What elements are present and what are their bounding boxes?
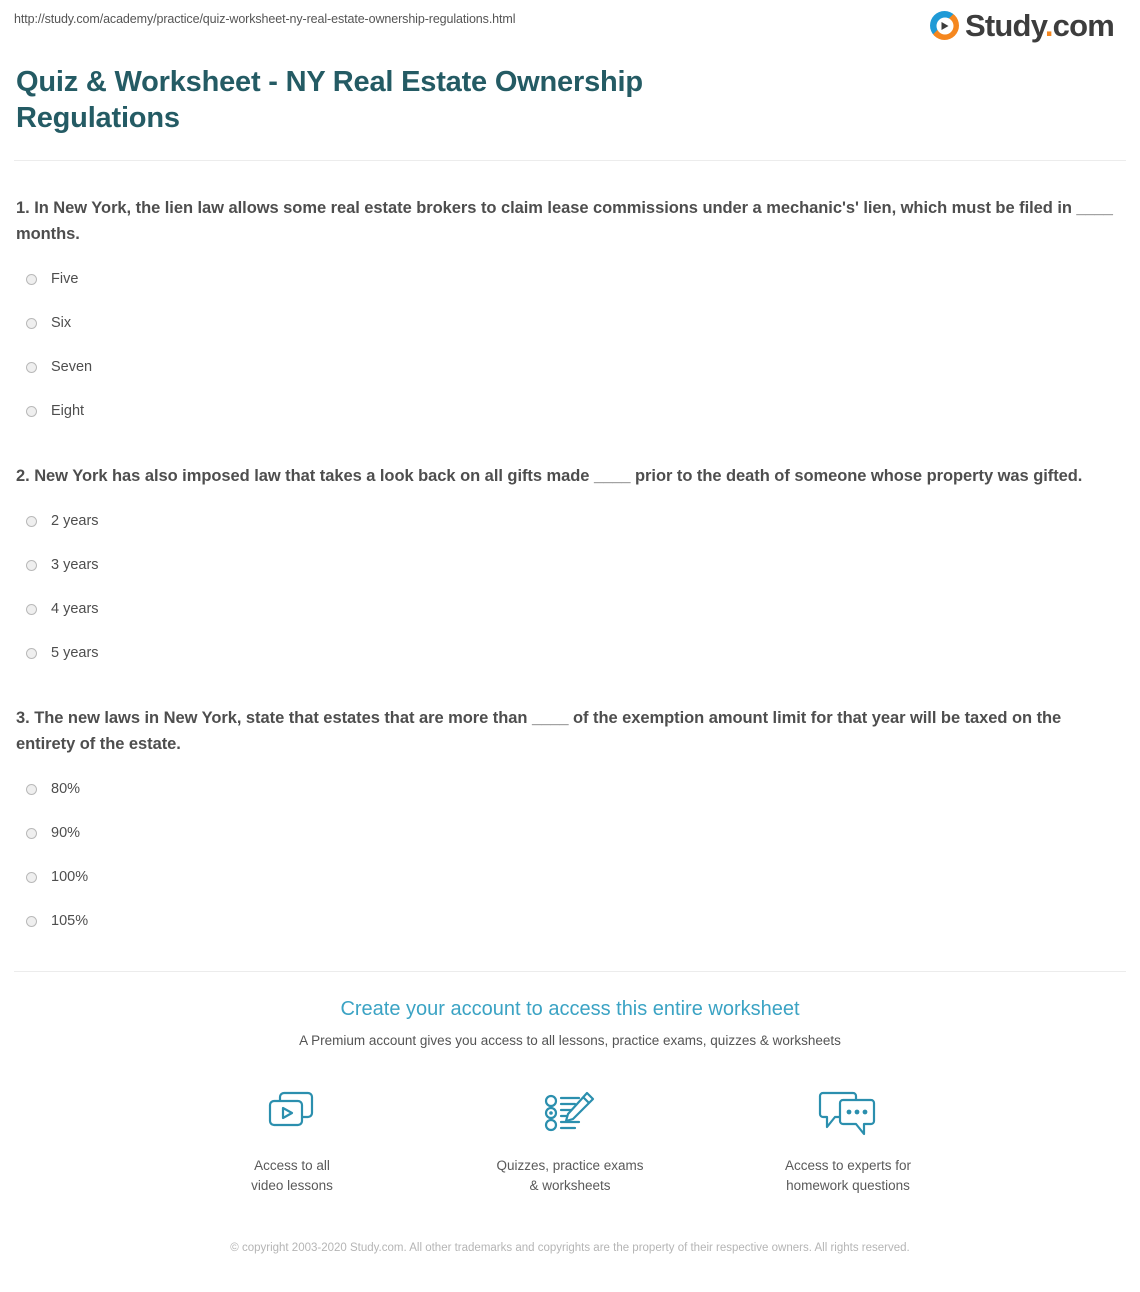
option-row[interactable] xyxy=(14,587,1126,631)
feature-item xyxy=(465,1084,675,1196)
title-divider xyxy=(14,160,1126,161)
brand-wordmark xyxy=(965,10,1114,41)
option-row[interactable] xyxy=(14,345,1126,389)
cta-subheading: A Premium account gives you access to all lessons, practice exams, quizzes & worksheets xyxy=(299,1033,841,1048)
option-label: Eight xyxy=(51,403,85,419)
radio-button-icon[interactable] xyxy=(26,362,37,373)
question-block xyxy=(14,463,1126,675)
option-list xyxy=(14,257,1126,433)
option-list xyxy=(14,499,1126,675)
radio-button-icon[interactable] xyxy=(26,916,37,927)
page-title: Quiz & Worksheet - NY Real Estate Ownership Regulations xyxy=(16,66,643,134)
option-label: 4 years xyxy=(51,601,99,617)
option-label: 90% xyxy=(51,825,81,841)
option-label: 5 years xyxy=(51,645,99,661)
copyright-text: © copyright 2003-2020 Study.com. All other trademarks and copyrights are the property of their respective owners. All rights reserved. xyxy=(230,1242,910,1254)
question-block xyxy=(14,705,1126,943)
option-label: 2 years xyxy=(51,513,99,529)
radio-button-icon[interactable] xyxy=(26,828,37,839)
radio-button-icon[interactable] xyxy=(26,872,37,883)
page-url: http://study.com/academy/practice/quiz-worksheet-ny-real-estate-ownership-regulations.html xyxy=(14,12,516,26)
cta-heading[interactable]: Create your account to access this entire worksheet xyxy=(340,998,800,1020)
radio-button-icon[interactable] xyxy=(26,604,37,615)
radio-button-icon[interactable] xyxy=(26,784,37,795)
feature-label: Quizzes, practice exams & worksheets xyxy=(496,1158,644,1193)
radio-button-icon[interactable] xyxy=(26,560,37,571)
brand-dot: . xyxy=(1044,8,1053,43)
option-label: Six xyxy=(51,315,72,331)
option-label: Five xyxy=(51,271,79,287)
option-label: 3 years xyxy=(51,557,99,573)
option-label: Seven xyxy=(51,359,93,375)
option-label: 105% xyxy=(51,913,89,929)
question-text: 3. The new laws in New York, state that estates that are more than ____ of the exemption amount limit for that year will be taxed on the entirety of the estate. xyxy=(16,709,1062,753)
option-row[interactable] xyxy=(14,899,1126,943)
option-label: 80% xyxy=(51,781,81,797)
option-row[interactable] xyxy=(14,855,1126,899)
question-block xyxy=(14,195,1126,433)
brand-name-part1: Study xyxy=(965,8,1045,43)
option-row[interactable] xyxy=(14,543,1126,587)
option-row[interactable] xyxy=(14,631,1126,675)
feature-list xyxy=(14,1084,1126,1196)
feature-label: Access to all video lessons xyxy=(251,1158,333,1193)
create-account-cta xyxy=(14,972,1126,1196)
option-row[interactable] xyxy=(14,301,1126,345)
radio-button-icon[interactable] xyxy=(26,406,37,417)
video-lessons-icon xyxy=(264,1084,320,1142)
radio-button-icon[interactable] xyxy=(26,274,37,285)
study-com-logo[interactable] xyxy=(930,10,1114,41)
question-text: 1. In New York, the lien law allows some real estate brokers to claim lease commissions under a mechanic's' lien, which must be filed in ____ months. xyxy=(16,199,1113,243)
option-row[interactable] xyxy=(14,257,1126,301)
quiz-worksheet-icon xyxy=(541,1084,599,1142)
radio-button-icon[interactable] xyxy=(26,648,37,659)
feature-item xyxy=(743,1084,953,1196)
brand-name-part2: com xyxy=(1052,8,1114,43)
option-row[interactable] xyxy=(14,811,1126,855)
feature-label: Access to experts for homework questions xyxy=(784,1158,912,1193)
option-row[interactable] xyxy=(14,389,1126,433)
radio-button-icon[interactable] xyxy=(26,516,37,527)
option-list xyxy=(14,767,1126,943)
chat-bubbles-icon xyxy=(817,1084,879,1142)
question-text: 2. New York has also imposed law that takes a look back on all gifts made ____ prior to the death of someone whose property was gifted. xyxy=(16,467,1083,485)
option-row[interactable] xyxy=(14,499,1126,543)
radio-button-icon[interactable] xyxy=(26,318,37,329)
play-circle-icon xyxy=(930,11,959,40)
option-row[interactable] xyxy=(14,767,1126,811)
browser-header xyxy=(0,0,1140,50)
option-label: 100% xyxy=(51,869,89,885)
feature-item xyxy=(187,1084,397,1196)
worksheet-page xyxy=(0,64,1140,1257)
